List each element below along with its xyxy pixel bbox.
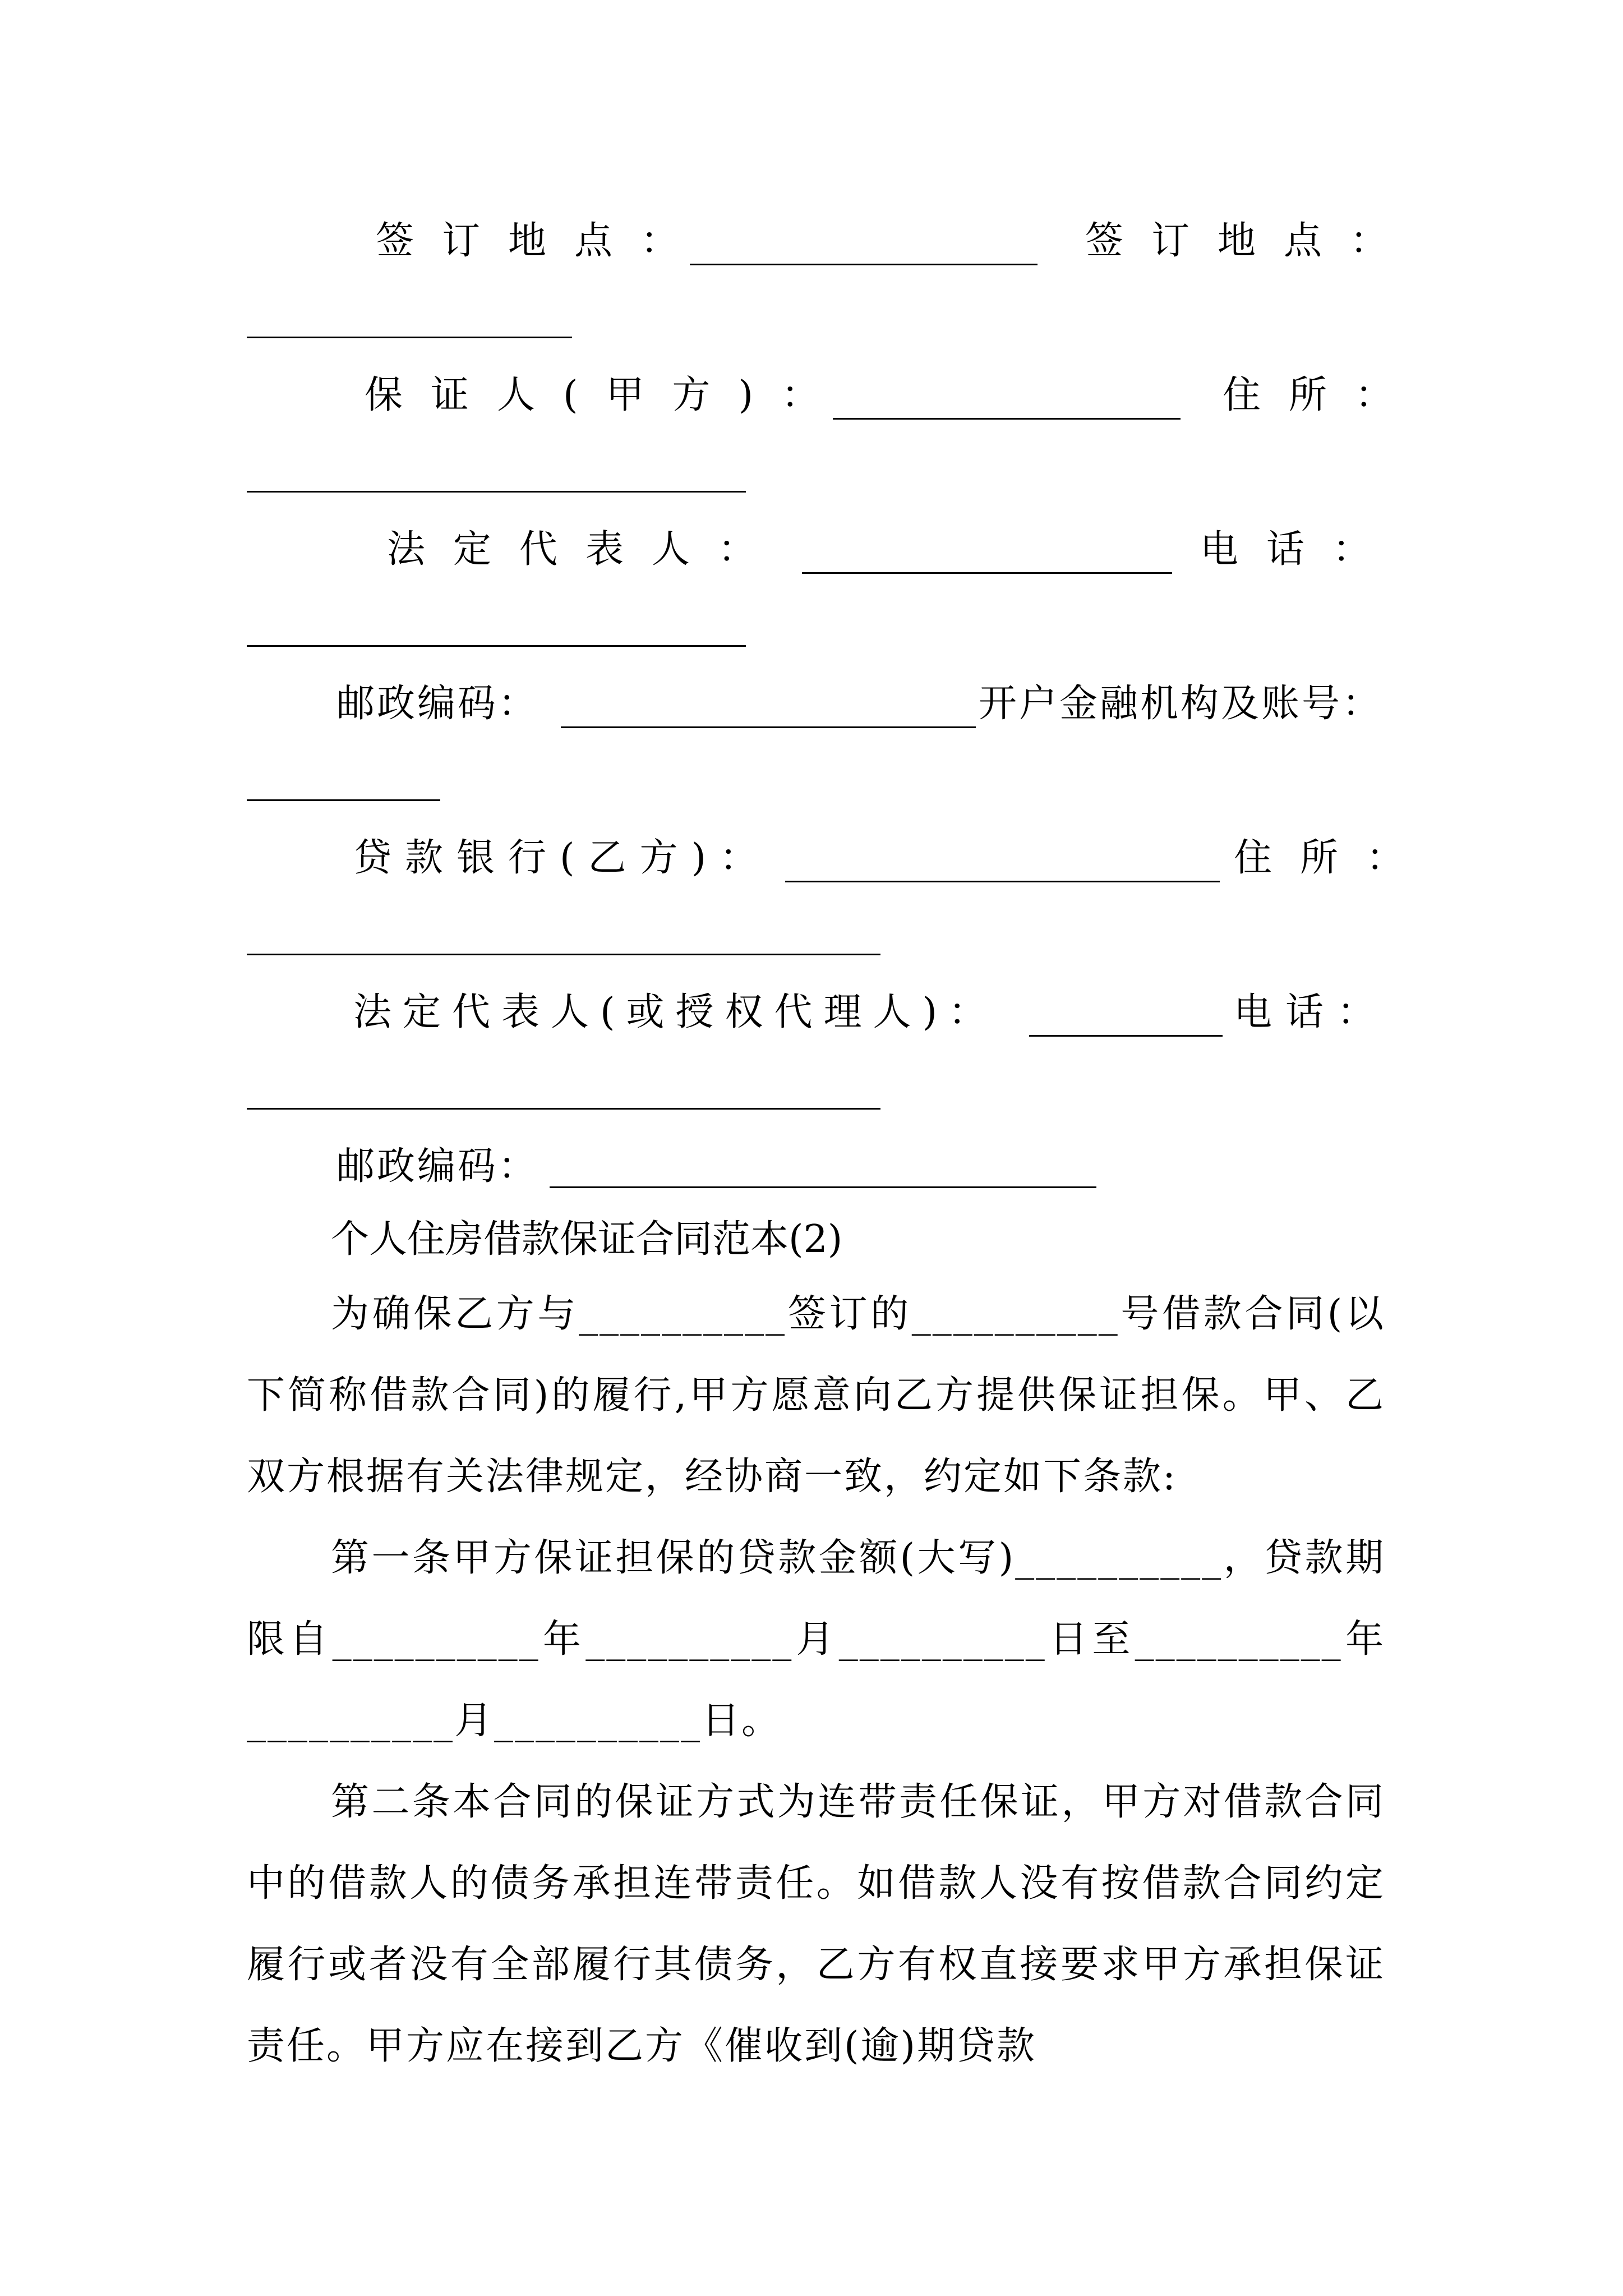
legal-rep-phone-label: 电话： — [1200, 527, 1399, 572]
legal-rep-blank[interactable] — [802, 572, 1172, 574]
lender-address-label: 住所： — [1234, 836, 1433, 880]
guarantor-label: 保证人(甲方)： — [365, 373, 848, 417]
sign-place-label-2: 签订地点： — [1085, 219, 1417, 263]
legal-rep-agent-label: 法定代表人(或授权代理人)： — [353, 990, 998, 1034]
agent-phone-blank[interactable] — [247, 1108, 880, 1110]
guarantor-address-label: 住所： — [1223, 373, 1422, 417]
bank-account-label: 开户金融机构及账号： — [979, 682, 1383, 726]
postal-code-blank-1[interactable] — [561, 726, 976, 728]
bank-account-blank[interactable] — [247, 799, 440, 801]
agent-phone-label: 电话： — [1234, 990, 1389, 1034]
legal-rep-agent-blank[interactable] — [1029, 1035, 1223, 1037]
postal-code-blank-2[interactable] — [550, 1186, 1096, 1188]
legal-rep-phone-blank[interactable] — [247, 645, 746, 647]
lender-address-blank[interactable] — [247, 954, 880, 955]
lender-label: 贷款银行(乙方)： — [353, 836, 772, 880]
postal-code-label-1: 邮政编码： — [336, 682, 539, 726]
contract-title: 个人住房借款保证合同范本(2) — [331, 1217, 843, 1262]
intro-paragraph: 为确保乙方与__________签订的__________号借款合同(以下简称借款合同)的履行,甲方愿意向乙方提供保证担保。甲、乙双方根据有关法律规定，经协商一致，约定如下条款: — [247, 1292, 1385, 1499]
sign-place-label-1: 签订地点： — [376, 219, 707, 263]
article-2: 第二条本合同的保证方式为连带责任保证，甲方对借款合同中的借款人的债务承担连带责任。如借款人没有按借款合同约定履行或者没有全部履行其债务，乙方有权直接要求甲方承担保证责任。甲方应在接到乙方《催收到(逾)期贷款 — [247, 1780, 1385, 2068]
sign-place-blank-2[interactable] — [247, 337, 572, 338]
sign-place-blank-1[interactable] — [690, 264, 1038, 265]
guarantor-blank[interactable] — [833, 418, 1181, 420]
contract-body — [247, 1273, 1385, 2087]
legal-rep-label: 法定代表人： — [387, 527, 785, 572]
lender-blank[interactable] — [785, 881, 1220, 882]
guarantor-address-blank[interactable] — [247, 491, 746, 493]
article-1: 第一条甲方保证担保的贷款金额(大写)__________，贷款期限自__________年__________月__________日至__________年__________月__________日。 — [247, 1536, 1385, 1743]
postal-code-label-2: 邮政编码： — [336, 1144, 539, 1189]
